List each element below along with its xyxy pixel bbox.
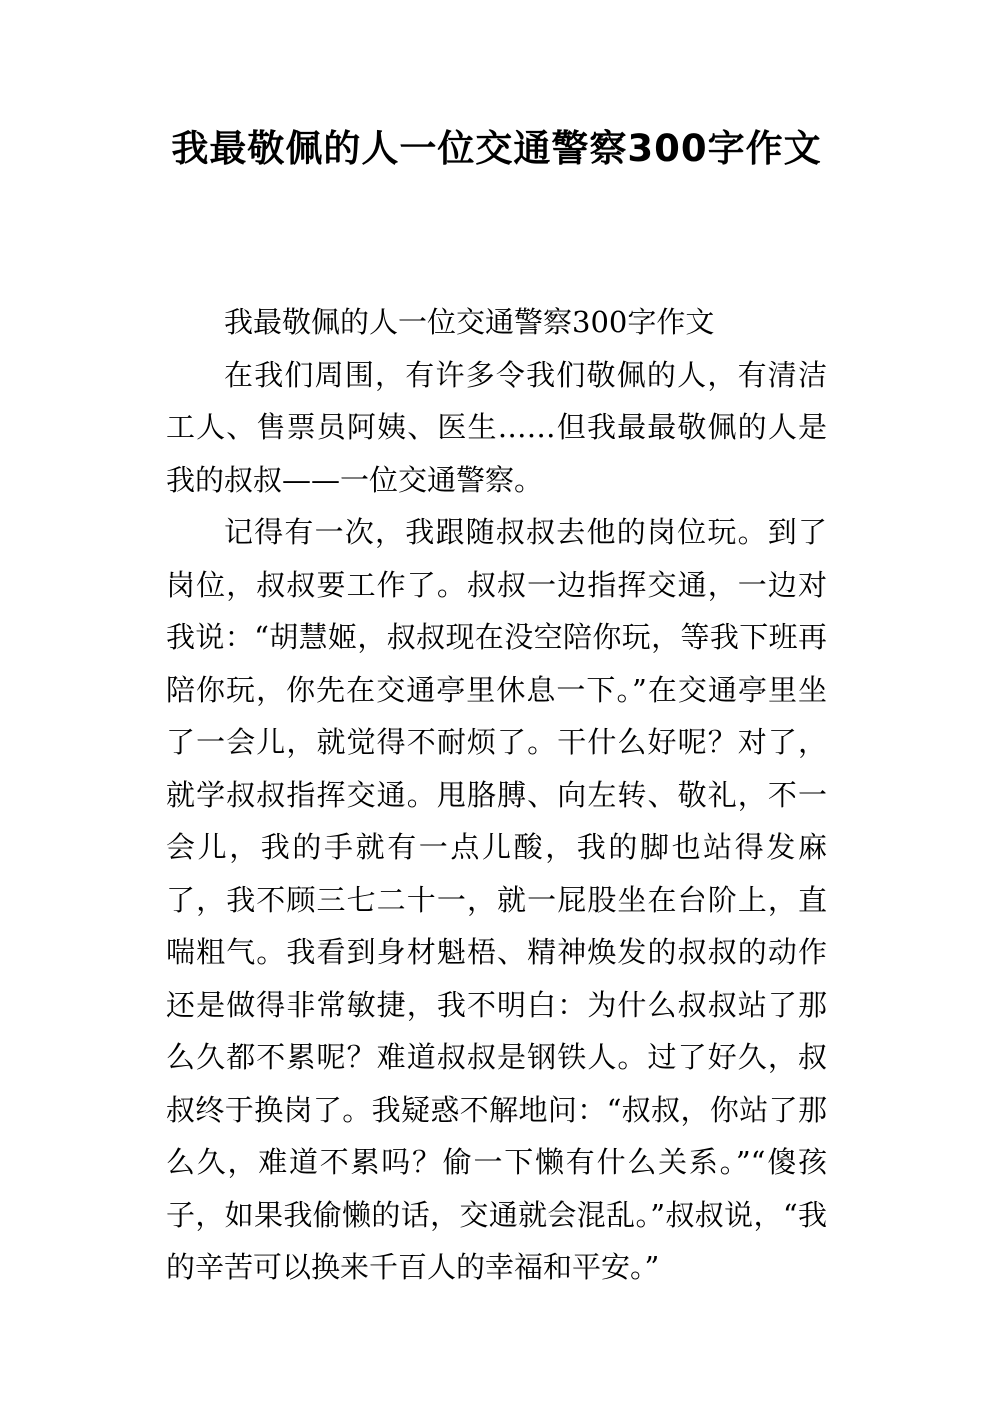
paragraph-subtitle: 我最敬佩的人一位交通警察300字作文	[224, 305, 715, 339]
document-title: 我最敬佩的人一位交通警察300字作文	[171, 127, 822, 170]
paragraph-intro: 在我们周围，有许多令我们敬佩的人，有清洁工人、售票员阿姨、医生……但我最最敬佩的人是我的叔叔——一位交通警察。	[166, 357, 827, 497]
document-body	[166, 296, 827, 1294]
paragraph-story: 记得有一次，我跟随叔叔去他的岗位玩。到了岗位，叔叔要工作了。叔叔一边指挥交通，一边对我说：“胡慧姬，叔叔现在没空陪你玩，等我下班再陪你玩，你先在交通亭里休息一下。”在交通亭里坐了一会儿，就觉得不耐烦了。干什么好呢？对了，就学叔叔指挥交通。甩胳膊、向左转、敬礼，不一会儿，我的手就有一点儿酸，我的脚也站得发麻了，我不顾三七二十一，就一屁股坐在台阶上，直喘粗气。我看到身材魁梧、精神焕发的叔叔的动作还是做得非常敏捷，我不明白：为什么叔叔站了那么久都不累呢？难道叔叔是钢铁人。过了好久，叔叔终于换岗了。我疑惑不解地问：“叔叔，你站了那么久，难道不累吗？偷一下懒有什么关系。”“傻孩子，如果我偷懒的话，交通就会混乱。”叔叔说，“我的辛苦可以换来千百人的幸福和平安。”	[166, 515, 827, 1284]
